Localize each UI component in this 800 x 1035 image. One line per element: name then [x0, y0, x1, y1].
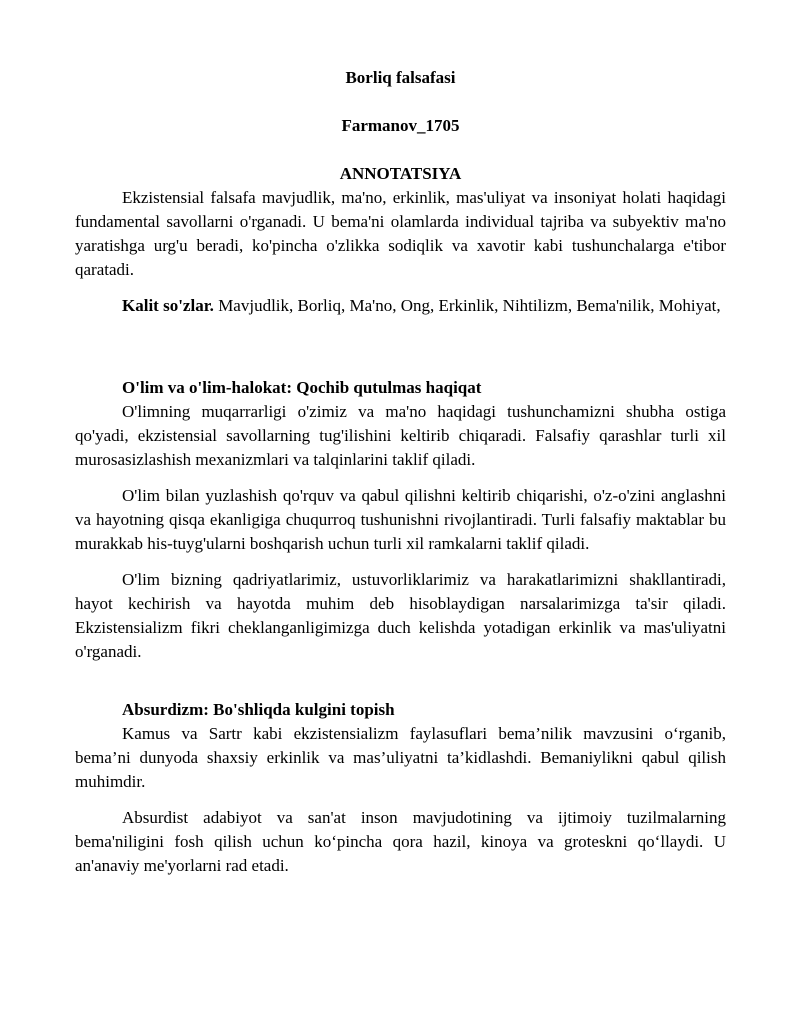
section-death-paragraph-2: O'lim bilan yuzlashish qo'rquv va qabul qilishni keltirib chiqarishi, o'z-o'zini anglashni va hayotning qisqa ekanligiga chuqurroq tushunishni rivojlantiradi. Turli falsafiy maktablar bu murakkab his-tuyg'ularni boshqarish uchun turli xil ramkalarni taklif qiladi. — [75, 486, 726, 553]
section-heading-absurdism: Absurdizm: Bo'shliqda kulgini topish — [122, 700, 395, 719]
section-death-paragraph-3: O'lim bizning qadriyatlarimiz, ustuvorliklarimiz va harakatlarimizni shakllantiradi, hayot kechirish va hayotda muhim deb hisoblaydigan narsalarimizga ta'sir qiladi. Ekzistensializm fikri cheklanganligimizga duch kelishda yotadigan erkinlik va mas'uliyatni o'rganadi. — [75, 570, 726, 661]
keywords-paragraph — [75, 294, 726, 318]
annotation-heading: ANNOTATSIYA — [339, 164, 462, 183]
document-author: Farmanov_1705 — [341, 116, 460, 135]
document-title: Borliq falsafasi — [345, 68, 456, 87]
section-absurdism-paragraph-2: Absurdist adabiyot va san'at inson mavjudotining va ijtimoiy tuzilmalarning bema'niligini fosh qilish uchun ko‘pincha qora hazil, kinoya va groteskni qo‘llaydi. U an'anaviy me'yorlarni rad etadi. — [75, 808, 726, 875]
annotation-paragraph: Ekzistensial falsafa mavjudlik, ma'no, erkinlik, mas'uliyat va insoniyat holati haqidagi fundamental savollarni o'rganadi. U bema'ni olamlarda individual tajriba va subyektiv ma'no yaratishga urg'u beradi, ko'pincha o'zlikka sodiqlik va xavotir kabi tushunchalarga e'tibor qaratadi. — [75, 188, 726, 279]
section-death-paragraph-1: O'limning muqarrarligi o'zimiz va ma'no haqidagi tushunchamizni shubha ostiga qo'yadi, ekzistensial savollarning tug'ilishini keltirib chiqaradi. Falsafiy qarashlar turli xil murosasizlashish mexanizmlari va talqinlarini taklif qiladi. — [75, 402, 726, 469]
keywords-label: Kalit so'zlar. — [122, 296, 214, 315]
keywords-list: Mavjudlik, Borliq, Ma'no, Ong, Erkinlik, Nihtilizm, Bema'nilik, Mohiyat, — [213, 296, 721, 315]
section-absurdism-paragraph-1: Kamus va Sartr kabi ekzistensializm faylasuflari bema’nilik mavzusini o‘rganib, bema’ni dunyoda shaxsiy erkinlik va mas’uliyatni ta’kidlashdi. Bemaniylikni qabul qilish muhimdir. — [75, 724, 726, 791]
document-body — [75, 66, 726, 878]
section-heading-death: O'lim va o'lim-halokat: Qochib qutulmas haqiqat — [122, 378, 482, 397]
